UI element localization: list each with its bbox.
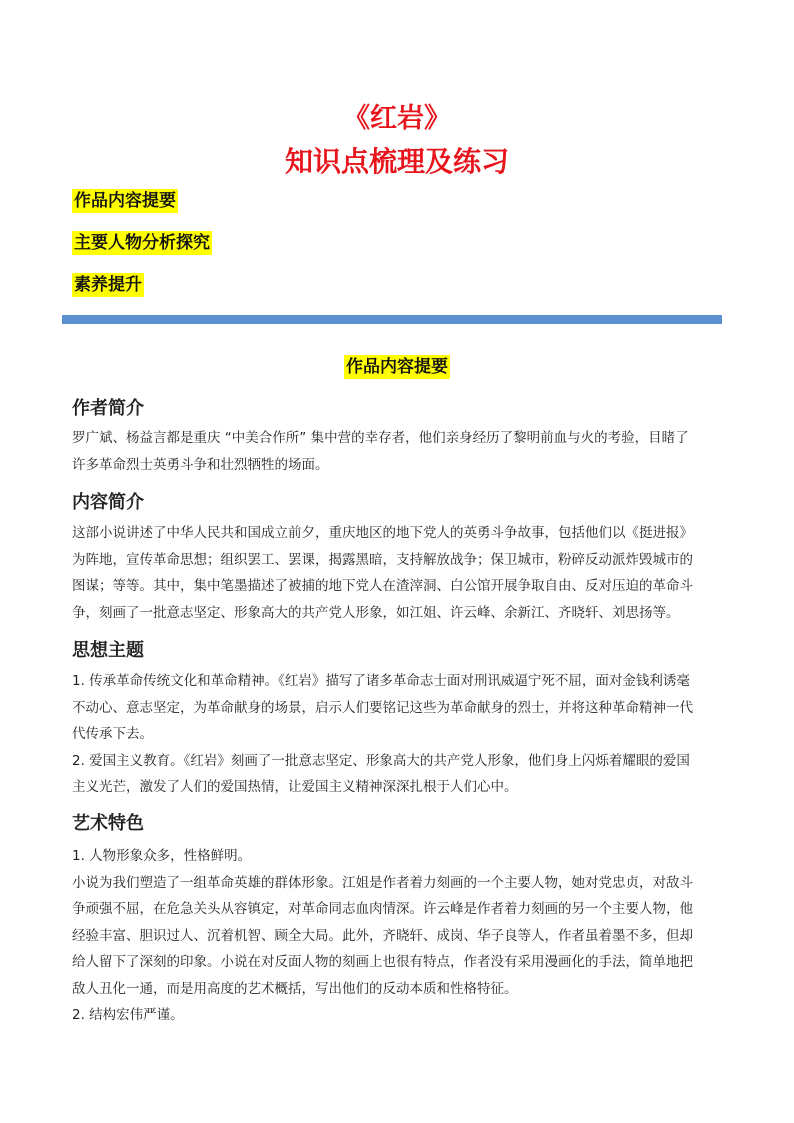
document-subtitle: 知识点梳理及练习: [284, 145, 509, 178]
text-line: 给人留下了深刻的印象。小说在对反面人物的刻画上也很有特点，作者没有采用漫画化的手法，简单地把: [72, 954, 693, 970]
author-heading: 作者简介: [72, 398, 144, 419]
text-line: 为阵地，宣传革命思想；组织罢工、罢课，揭露黑暗，支持解放战争；保卫城市，粉碎反动派炸毁城市的: [72, 551, 693, 568]
toc-item-label: 主要人物分析探究: [74, 233, 210, 253]
text-line: 不动心、意志坚定，为革命献身的场景，启示人们要铭记这些为革命献身的烈士，并将这种革命精神一代: [72, 699, 693, 716]
text-line: 争顽强不屈，在危急关头从容镇定，对革命同志血肉情深。许云峰是作者着力刻画的另一个主要人物，他: [72, 901, 693, 917]
text-line: 2. 结构宏伟严谨。: [72, 1007, 184, 1023]
text-line: 图谋；等等。其中，集中笔墨描述了被捕的地下党人在渣滓洞、白公馆开展争取自由、反对压迫的革命斗: [72, 578, 693, 594]
toc-item-characters[interactable]: [72, 228, 212, 253]
text-line: 小说为我们塑造了一组革命英雄的群体形象。江姐是作者着力刻画的一个主要人物，她对党忠贞，对敌斗: [72, 874, 693, 891]
content-paragraph: [72, 520, 732, 626]
divider-bar: [62, 315, 722, 324]
text-line: 1. 人物形象众多，性格鲜明。: [72, 848, 252, 864]
toc-item-label: 素养提升: [74, 275, 142, 295]
text-line: 敌人丑化一通，而是用高度的艺术概括，写出他们的反动本质和性格特征。: [72, 980, 518, 997]
toc-item-literacy[interactable]: [72, 270, 144, 295]
text-line: 经验丰富、胆识过人、沉着机智、顾全大局。此外，齐晓轩、成岗、华子良等人，作者虽着墨不多，但却: [72, 927, 693, 944]
art-paragraph: [72, 843, 732, 1029]
content-heading: 内容简介: [72, 492, 144, 513]
text-line: 2. 爱国主义教育。《红岩》刻画了一批意志坚定、形象高大的共产党人形象，他们身上闪烁着耀眼的爱国: [72, 752, 690, 769]
text-line: 罗广斌、杨益言都是重庆 “中美合作所” 集中营的幸存者，他们亲身经历了黎明前血与火的考验，目睹了: [72, 430, 689, 446]
text-line: 许多革命烈士英勇斗争和壮烈牺牲的场面。: [72, 456, 329, 473]
section-heading: [0, 352, 794, 377]
text-line: 主义光芒，激发了人们的爱国热情，让爱国主义精神深深扎根于人们心中。: [72, 779, 518, 795]
text-line: 争，刻画了一批意志坚定、形象高大的共产党人形象，如江姐、许云峰、余新江、齐晓轩、刘思扬等。: [72, 604, 680, 621]
theme-heading: 思想主题: [72, 640, 144, 661]
text-line: 代传承下去。: [72, 726, 153, 742]
section-heading-label: 作品内容提要: [346, 357, 448, 377]
art-heading: 艺术特色: [72, 813, 144, 834]
text-line: 这部小说讲述了中华人民共和国成立前夕，重庆地区的地下党人的英勇斗争故事，包括他们以《挺进报》: [72, 525, 693, 541]
text-line: 1. 传承革命传统文化和革命精神。《红岩》描写了诸多革命志士面对刑讯威逼宁死不屈，面对金钱利诱毫: [72, 673, 690, 689]
theme-paragraph: [72, 668, 732, 801]
toc-item-label: 作品内容提要: [74, 191, 176, 211]
author-paragraph: [72, 425, 732, 478]
document-title: 《红岩》: [343, 103, 451, 134]
toc-item-summary[interactable]: [72, 186, 178, 211]
